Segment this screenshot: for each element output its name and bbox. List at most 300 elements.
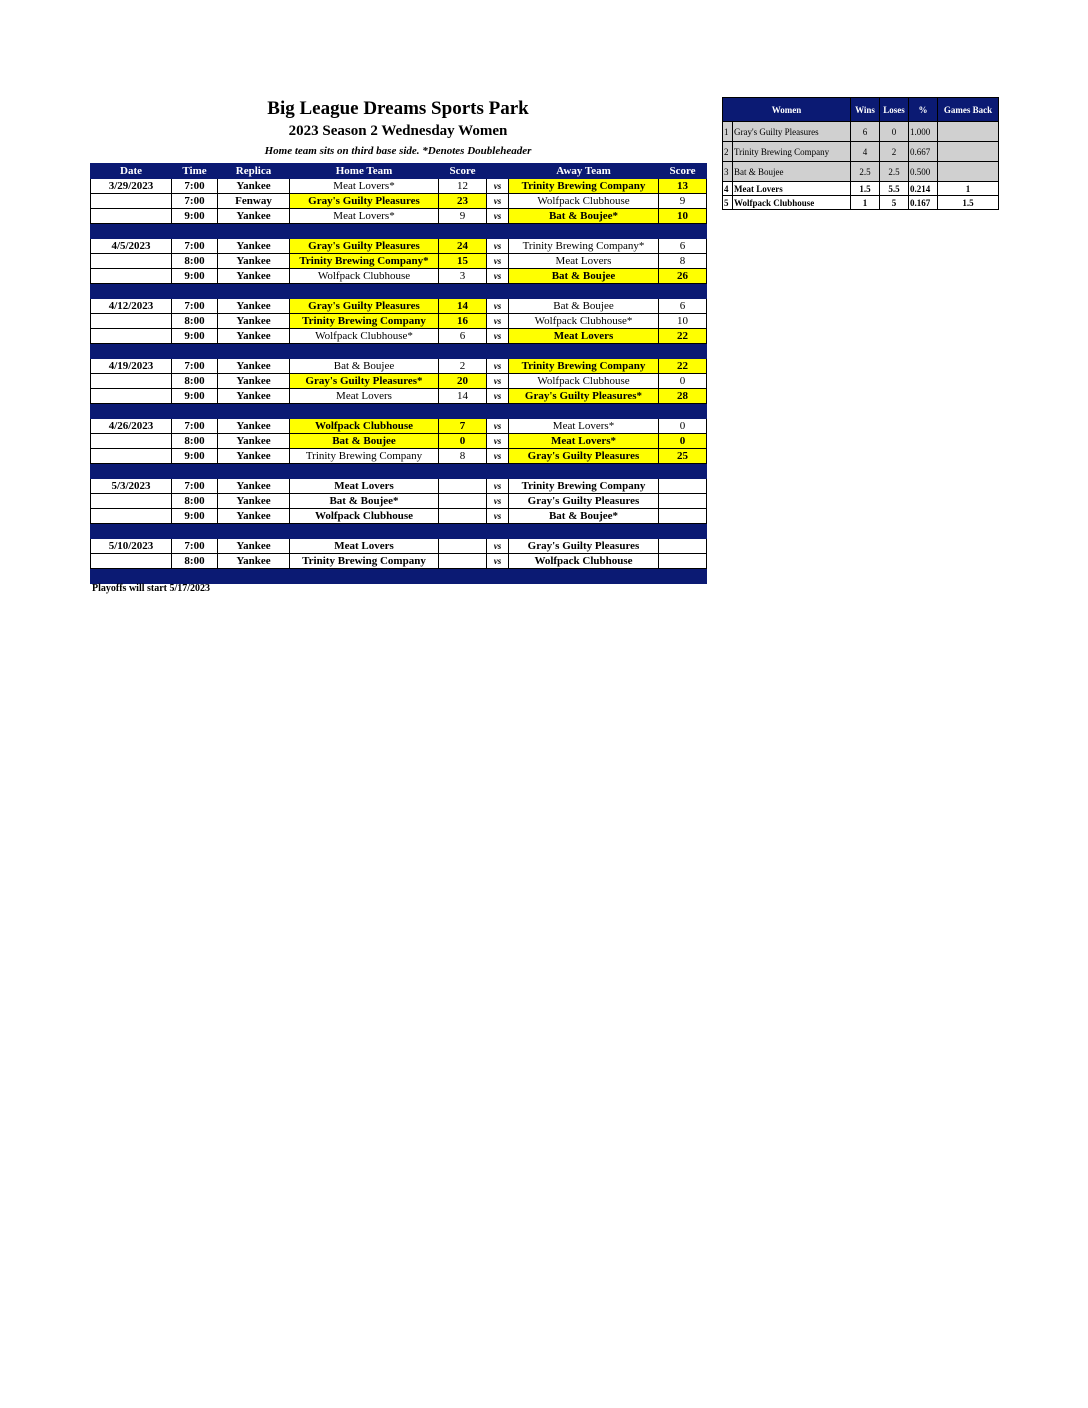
separator-cell (172, 404, 218, 419)
away-score: 0 (659, 419, 707, 434)
vs-label: vs (487, 359, 509, 374)
col-away-team-header: Away Team (509, 164, 659, 179)
game-date: 4/5/2023 (91, 239, 172, 254)
home-score: 14 (439, 299, 487, 314)
separator-cell (218, 464, 290, 479)
game-replica: Yankee (218, 449, 290, 464)
home-score: 20 (439, 374, 487, 389)
game-row (91, 494, 707, 509)
game-time: 9:00 (172, 509, 218, 524)
home-team: Trinity Brewing Company (290, 554, 439, 569)
vs-label: vs (487, 449, 509, 464)
game-replica: Yankee (218, 554, 290, 569)
game-replica: Yankee (218, 509, 290, 524)
separator-cell (659, 284, 707, 299)
game-time: 9:00 (172, 329, 218, 344)
game-replica: Fenway (218, 194, 290, 209)
home-team: Bat & Boujee (290, 434, 439, 449)
game-time: 7:00 (172, 239, 218, 254)
vs-label: vs (487, 194, 509, 209)
separator-cell (218, 404, 290, 419)
away-team: Gray's Guilty Pleasures (509, 494, 659, 509)
separator-cell (487, 224, 509, 239)
separator-cell (509, 569, 659, 584)
away-score: 13 (659, 179, 707, 194)
away-team: Trinity Brewing Company (509, 179, 659, 194)
home-team: Meat Lovers (290, 479, 439, 494)
vs-label: vs (487, 269, 509, 284)
game-replica: Yankee (218, 314, 290, 329)
home-score: 9 (439, 209, 487, 224)
game-date (91, 389, 172, 404)
col-home-score-header: Score (439, 164, 487, 179)
game-date: 3/29/2023 (91, 179, 172, 194)
home-score: 23 (439, 194, 487, 209)
vs-label: vs (487, 329, 509, 344)
game-time: 8:00 (172, 374, 218, 389)
game-time: 8:00 (172, 494, 218, 509)
away-team: Meat Lovers (509, 329, 659, 344)
home-team: Trinity Brewing Company* (290, 254, 439, 269)
game-row (91, 194, 707, 209)
away-score: 0 (659, 434, 707, 449)
vs-label: vs (487, 494, 509, 509)
separator-cell (218, 224, 290, 239)
game-time: 7:00 (172, 419, 218, 434)
home-score (439, 554, 487, 569)
standings-women-header: Women (723, 98, 851, 122)
standings-team: Gray's Guilty Pleasures (733, 122, 851, 142)
game-row (91, 449, 707, 464)
away-score: 22 (659, 329, 707, 344)
schedule-body (91, 179, 707, 584)
away-score: 9 (659, 194, 707, 209)
away-team: Wolfpack Clubhouse (509, 554, 659, 569)
away-score: 10 (659, 209, 707, 224)
home-team: Wolfpack Clubhouse (290, 419, 439, 434)
game-row (91, 254, 707, 269)
separator-cell (218, 344, 290, 359)
separator-cell (91, 224, 172, 239)
standings-header-row (723, 98, 999, 122)
away-score: 10 (659, 314, 707, 329)
schedule-note: Home team sits on third base side. *Denotes Doubleheader (264, 145, 532, 157)
separator-cell (439, 284, 487, 299)
away-score (659, 494, 707, 509)
separator-cell (290, 524, 439, 539)
vs-label: vs (487, 209, 509, 224)
vs-label: vs (487, 554, 509, 569)
home-score: 7 (439, 419, 487, 434)
home-score: 15 (439, 254, 487, 269)
separator-cell (439, 404, 487, 419)
separator-cell (290, 224, 439, 239)
game-time: 8:00 (172, 434, 218, 449)
separator-cell (659, 224, 707, 239)
game-replica: Yankee (218, 329, 290, 344)
separator-cell (487, 569, 509, 584)
week-separator (91, 344, 707, 359)
away-team: Meat Lovers* (509, 419, 659, 434)
separator-cell (487, 404, 509, 419)
game-date (91, 554, 172, 569)
col-away-score-header: Score (659, 164, 707, 179)
standings-body (723, 122, 999, 210)
separator-cell (509, 224, 659, 239)
home-team: Wolfpack Clubhouse (290, 509, 439, 524)
standings-games-back (938, 142, 999, 162)
standings-loses-header: Loses (880, 98, 909, 122)
col-date-header: Date (91, 164, 172, 179)
game-row (91, 314, 707, 329)
home-team: Meat Lovers (290, 389, 439, 404)
away-team: Meat Lovers (509, 254, 659, 269)
home-score: 0 (439, 434, 487, 449)
home-team: Wolfpack Clubhouse (290, 269, 439, 284)
col-time-header: Time (172, 164, 218, 179)
away-team: Wolfpack Clubhouse* (509, 314, 659, 329)
home-team: Gray's Guilty Pleasures (290, 194, 439, 209)
separator-cell (290, 464, 439, 479)
game-row (91, 509, 707, 524)
col-vs-header (487, 164, 509, 179)
standings-games-back (938, 162, 999, 182)
separator-cell (439, 524, 487, 539)
standings-rank: 3 (723, 162, 733, 182)
home-score: 3 (439, 269, 487, 284)
away-score: 25 (659, 449, 707, 464)
away-score: 0 (659, 374, 707, 389)
game-date: 5/3/2023 (91, 479, 172, 494)
separator-cell (487, 344, 509, 359)
standings-games-back: 1.5 (938, 196, 999, 210)
vs-label: vs (487, 539, 509, 554)
col-replica-header: Replica (218, 164, 290, 179)
game-row (91, 434, 707, 449)
separator-cell (218, 284, 290, 299)
standings-rank: 5 (723, 196, 733, 210)
week-separator (91, 224, 707, 239)
game-row (91, 419, 707, 434)
game-row (91, 539, 707, 554)
home-team: Wolfpack Clubhouse* (290, 329, 439, 344)
game-time: 9:00 (172, 269, 218, 284)
away-score: 6 (659, 239, 707, 254)
home-score: 16 (439, 314, 487, 329)
home-team: Meat Lovers* (290, 209, 439, 224)
schedule-table (90, 163, 707, 584)
home-team: Bat & Boujee* (290, 494, 439, 509)
game-time: 7:00 (172, 194, 218, 209)
standings-rank: 1 (723, 122, 733, 142)
away-score: 6 (659, 299, 707, 314)
separator-cell (439, 569, 487, 584)
game-date (91, 329, 172, 344)
game-row (91, 179, 707, 194)
away-team: Bat & Boujee* (509, 209, 659, 224)
separator-cell (659, 344, 707, 359)
game-row (91, 479, 707, 494)
separator-cell (659, 569, 707, 584)
game-replica: Yankee (218, 254, 290, 269)
col-home-team-header: Home Team (290, 164, 439, 179)
game-date: 4/26/2023 (91, 419, 172, 434)
separator-cell (439, 224, 487, 239)
game-date (91, 449, 172, 464)
away-score (659, 479, 707, 494)
separator-cell (439, 344, 487, 359)
game-replica: Yankee (218, 434, 290, 449)
home-team: Gray's Guilty Pleasures* (290, 374, 439, 389)
separator-cell (91, 524, 172, 539)
separator-cell (509, 464, 659, 479)
away-team: Bat & Boujee* (509, 509, 659, 524)
game-time: 7:00 (172, 539, 218, 554)
home-score: 6 (439, 329, 487, 344)
away-team: Meat Lovers* (509, 434, 659, 449)
standings-team: Wolfpack Clubhouse (733, 196, 851, 210)
vs-label: vs (487, 434, 509, 449)
away-team: Bat & Boujee (509, 299, 659, 314)
separator-cell (290, 569, 439, 584)
separator-cell (509, 284, 659, 299)
separator-cell (91, 464, 172, 479)
separator-cell (172, 569, 218, 584)
game-row (91, 389, 707, 404)
standings-pct: 0.667 (909, 142, 938, 162)
game-replica: Yankee (218, 539, 290, 554)
game-row (91, 359, 707, 374)
away-team: Wolfpack Clubhouse (509, 374, 659, 389)
vs-label: vs (487, 419, 509, 434)
home-score (439, 539, 487, 554)
away-score (659, 509, 707, 524)
standings-pct: 0.500 (909, 162, 938, 182)
standings-wins: 1.5 (851, 182, 880, 196)
standings-team: Bat & Boujee (733, 162, 851, 182)
vs-label: vs (487, 374, 509, 389)
home-team: Gray's Guilty Pleasures (290, 299, 439, 314)
standings-wins-header: Wins (851, 98, 880, 122)
game-date (91, 194, 172, 209)
away-team: Wolfpack Clubhouse (509, 194, 659, 209)
separator-cell (509, 404, 659, 419)
home-score: 8 (439, 449, 487, 464)
away-team: Trinity Brewing Company* (509, 239, 659, 254)
away-score: 22 (659, 359, 707, 374)
standings-wins: 6 (851, 122, 880, 142)
separator-cell (509, 344, 659, 359)
game-row (91, 374, 707, 389)
game-date: 4/19/2023 (91, 359, 172, 374)
game-date (91, 269, 172, 284)
vs-label: vs (487, 509, 509, 524)
game-row (91, 239, 707, 254)
standings-row (723, 182, 999, 196)
home-team: Trinity Brewing Company (290, 314, 439, 329)
separator-cell (487, 464, 509, 479)
standings-row (723, 162, 999, 182)
standings-row (723, 142, 999, 162)
standings-team: Meat Lovers (733, 182, 851, 196)
home-score: 24 (439, 239, 487, 254)
game-row (91, 329, 707, 344)
separator-cell (172, 224, 218, 239)
game-time: 7:00 (172, 479, 218, 494)
separator-cell (172, 524, 218, 539)
separator-cell (509, 524, 659, 539)
away-score: 28 (659, 389, 707, 404)
standings-table (722, 97, 999, 210)
vs-label: vs (487, 389, 509, 404)
standings-pct-header: % (909, 98, 938, 122)
game-replica: Yankee (218, 389, 290, 404)
game-date (91, 509, 172, 524)
game-time: 8:00 (172, 554, 218, 569)
game-replica: Yankee (218, 299, 290, 314)
game-row (91, 299, 707, 314)
game-time: 9:00 (172, 209, 218, 224)
away-score: 8 (659, 254, 707, 269)
home-score: 2 (439, 359, 487, 374)
game-row (91, 554, 707, 569)
week-separator (91, 284, 707, 299)
standings-games-back (938, 122, 999, 142)
game-row (91, 209, 707, 224)
game-replica: Yankee (218, 479, 290, 494)
standings-losses: 5.5 (880, 182, 909, 196)
home-score: 14 (439, 389, 487, 404)
standings-pct: 0.167 (909, 196, 938, 210)
separator-cell (487, 284, 509, 299)
week-separator (91, 569, 707, 584)
separator-cell (290, 404, 439, 419)
standings-wins: 4 (851, 142, 880, 162)
separator-cell (91, 284, 172, 299)
away-team: Trinity Brewing Company (509, 359, 659, 374)
standings-rank: 2 (723, 142, 733, 162)
week-separator (91, 404, 707, 419)
separator-cell (172, 464, 218, 479)
game-replica: Yankee (218, 209, 290, 224)
game-replica: Yankee (218, 239, 290, 254)
game-time: 8:00 (172, 314, 218, 329)
game-replica: Yankee (218, 359, 290, 374)
standings-pct: 0.214 (909, 182, 938, 196)
away-score: 26 (659, 269, 707, 284)
away-team: Gray's Guilty Pleasures* (509, 389, 659, 404)
game-date (91, 434, 172, 449)
standings-losses: 2.5 (880, 162, 909, 182)
week-separator (91, 524, 707, 539)
game-date: 4/12/2023 (91, 299, 172, 314)
separator-cell (290, 344, 439, 359)
vs-label: vs (487, 179, 509, 194)
home-team: Gray's Guilty Pleasures (290, 239, 439, 254)
game-date (91, 374, 172, 389)
game-time: 7:00 (172, 299, 218, 314)
away-team: Trinity Brewing Company (509, 479, 659, 494)
separator-cell (659, 464, 707, 479)
game-row (91, 269, 707, 284)
home-team: Meat Lovers* (290, 179, 439, 194)
vs-label: vs (487, 314, 509, 329)
game-date (91, 314, 172, 329)
away-team: Bat & Boujee (509, 269, 659, 284)
separator-cell (91, 569, 172, 584)
standings-losses: 5 (880, 196, 909, 210)
game-date (91, 209, 172, 224)
standings-games-back: 1 (938, 182, 999, 196)
separator-cell (172, 284, 218, 299)
separator-cell (91, 404, 172, 419)
standings-losses: 2 (880, 142, 909, 162)
home-score (439, 479, 487, 494)
separator-cell (91, 344, 172, 359)
away-team: Gray's Guilty Pleasures (509, 539, 659, 554)
schedule-header-row (91, 164, 707, 179)
standings-pct: 1.000 (909, 122, 938, 142)
game-date (91, 254, 172, 269)
home-team: Bat & Boujee (290, 359, 439, 374)
home-score (439, 509, 487, 524)
vs-label: vs (487, 299, 509, 314)
game-replica: Yankee (218, 179, 290, 194)
standings-losses: 0 (880, 122, 909, 142)
vs-label: vs (487, 254, 509, 269)
standings-wins: 2.5 (851, 162, 880, 182)
vs-label: vs (487, 239, 509, 254)
standings-wins: 1 (851, 196, 880, 210)
week-separator (91, 464, 707, 479)
away-team: Gray's Guilty Pleasures (509, 449, 659, 464)
standings-row (723, 122, 999, 142)
game-time: 9:00 (172, 389, 218, 404)
game-replica: Yankee (218, 374, 290, 389)
standings-row (723, 196, 999, 210)
game-replica: Yankee (218, 494, 290, 509)
game-time: 9:00 (172, 449, 218, 464)
separator-cell (290, 284, 439, 299)
away-score (659, 539, 707, 554)
game-time: 7:00 (172, 179, 218, 194)
page-subtitle: 2023 Season 2 Wednesday Women (288, 123, 508, 139)
game-replica: Yankee (218, 419, 290, 434)
playoffs-note: Playoffs will start 5/17/2023 (92, 583, 211, 594)
standings-team: Trinity Brewing Company (733, 142, 851, 162)
home-score (439, 494, 487, 509)
separator-cell (172, 344, 218, 359)
separator-cell (218, 569, 290, 584)
separator-cell (218, 524, 290, 539)
away-score (659, 554, 707, 569)
separator-cell (487, 524, 509, 539)
page-title: Big League Dreams Sports Park (267, 98, 529, 119)
game-replica: Yankee (218, 269, 290, 284)
game-time: 7:00 (172, 359, 218, 374)
home-team: Meat Lovers (290, 539, 439, 554)
vs-label: vs (487, 479, 509, 494)
separator-cell (439, 464, 487, 479)
game-date (91, 494, 172, 509)
standings-gb-header: Games Back (938, 98, 999, 122)
home-team: Trinity Brewing Company (290, 449, 439, 464)
standings-rank: 4 (723, 182, 733, 196)
game-time: 8:00 (172, 254, 218, 269)
separator-cell (659, 524, 707, 539)
home-score: 12 (439, 179, 487, 194)
game-date: 5/10/2023 (91, 539, 172, 554)
